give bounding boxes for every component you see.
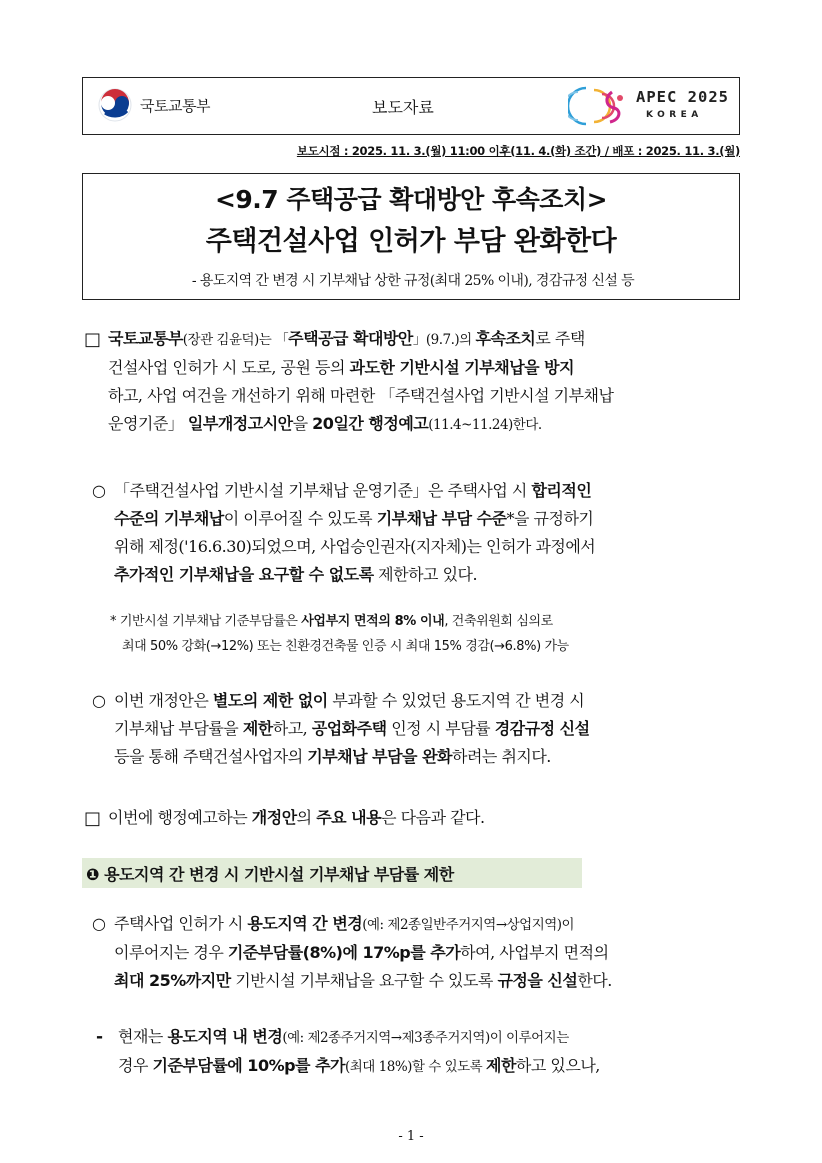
square-bullet-icon: □ [84, 808, 102, 829]
text: 기부채납 부담률을 [114, 719, 243, 738]
text: 하고, [272, 719, 312, 738]
text: 부과할 수 있었던 용도지역 간 변경 시 [327, 691, 585, 710]
dash-bullet-icon: - [96, 1027, 104, 1047]
text-bold: 일부개정고시안 [187, 414, 293, 433]
text-bold: 최대 25%까지만 [114, 971, 231, 990]
text: 은 다음과 같다. [381, 808, 485, 827]
text-bold: 기부채납 부담 수준 [376, 509, 507, 528]
text-bold: 개정안 [251, 808, 297, 827]
text-bold: 경감규정 신설 [494, 719, 590, 738]
text: 하고, 사업 여건을 개선하기 위해 마련한 「주택건설사업 기반시설 기부채납 [108, 386, 614, 405]
text: 의 [296, 808, 317, 827]
text-bold: 합리적인 [531, 481, 592, 500]
text: * 기반시설 기부채납 기준부담률은 [110, 614, 302, 629]
text-bold: 제한 [486, 1056, 516, 1075]
text-bold: 후속조치 [475, 329, 536, 348]
text: 경우 [118, 1056, 153, 1075]
press-release-label: 보도자료 [372, 98, 434, 117]
text-bold: 국토교통부 [108, 329, 183, 348]
text-bold: 수준의 기부채납 [114, 509, 224, 528]
text: 운영기준」 [108, 414, 188, 433]
text: 주택사업 인허가 시 [114, 914, 248, 933]
text-bold: 추가적인 기부채납을 요구할 수 없도록 [114, 565, 374, 584]
text: 건설사업 인허가 시 도로, 공원 등의 [108, 358, 350, 377]
paragraph-standard [114, 477, 744, 589]
release-time-line: 보도시점 : 2025. 11. 3.(월) 11:00 이후(11. 4.(화) 조간) / 배포 : 2025. 11. 3.(월) [296, 144, 740, 158]
text: 인정 시 부담률 [386, 719, 495, 738]
text-bold: 공업화주택 [311, 719, 387, 738]
circle-bullet-icon: ○ [92, 691, 106, 710]
square-bullet-icon: □ [84, 329, 102, 350]
text-bold: 용도지역 내 변경 [167, 1027, 283, 1046]
text: 한다. [577, 971, 612, 990]
apec-title: APEC 2025 [636, 88, 729, 106]
apec-logo-icon [568, 84, 630, 128]
page-number: - 1 - [398, 1129, 424, 1144]
text-bold: 주요 내용 [316, 808, 382, 827]
apec-subtitle: KOREA [646, 110, 703, 120]
text-bold: 별도의 제한 없이 [212, 691, 328, 710]
text-bold: 규정을 신설 [497, 971, 578, 990]
text: 이번에 행정예고하는 [108, 808, 252, 827]
title-line-2: 주택건설사업 인허가 부담 완화한다 [205, 226, 617, 257]
paragraph-revision-purpose [114, 687, 744, 771]
text: 을 [292, 414, 313, 433]
text: 현재는 [118, 1027, 168, 1046]
circle-bullet-icon: ○ [92, 914, 106, 933]
text-bold: 기부채납 부담을 완화 [307, 747, 452, 766]
text: 등을 통해 주택건설사업자의 [114, 747, 308, 766]
footnote [110, 609, 742, 659]
text-bold: 사업부지 면적의 8% 이내 [301, 614, 445, 629]
text: 최대 50% 강화(→12%) 또는 친환경건축물 인증 시 최대 15% 경감(→6.8%) 가능 [122, 639, 569, 654]
text: *을 규정하기 [506, 509, 594, 528]
circle-bullet-icon: ○ [92, 481, 106, 500]
paragraph-current-rule [118, 1023, 744, 1081]
text: 이 이루어질 수 있도록 [223, 509, 377, 528]
taegeuk-logo-icon [97, 87, 133, 123]
text: (장관 김윤덕)는 「 [182, 332, 289, 348]
text: (11.4~11.24)한다. [428, 417, 542, 433]
text: 이루어지는 경우 [114, 943, 228, 962]
ministry-name: 국토교통부 [140, 97, 210, 115]
text-bold: 용도지역 간 변경 [247, 914, 363, 933]
text-bold: 주택공급 확대방안 [288, 329, 413, 348]
text: (예: 제2종주거지역→제3종주거지역)이 이루어지는 [282, 1030, 569, 1046]
paragraph-zone-change [114, 910, 744, 995]
text: 「주택건설사업 기반시설 기부채납 운영기준」은 주택사업 시 [114, 481, 532, 500]
subtitle: - 용도지역 간 변경 시 기부채납 상한 규정(최대 25% 이내), 경감규정 신설 등 [191, 273, 635, 289]
text-bold: 기준부담률에 10%p를 추가 [152, 1056, 345, 1075]
text: , 건축위원회 심의로 [444, 614, 553, 629]
title-line-1: <9.7 주택공급 확대방안 후속조치> [214, 185, 608, 214]
text-bold: 제한 [242, 719, 273, 738]
text: 하려는 취지다. [451, 747, 551, 766]
text: (최대 18%)할 수 있도록 [345, 1059, 486, 1075]
text: 하여, 사업부지 면적의 [460, 943, 609, 962]
text: 하고 있으나, [515, 1056, 600, 1075]
text: 위해 제정('16.6.30)되었으며, 사업승인권자(지자체)는 인허가 과정에서 [114, 537, 596, 556]
text: 제한하고 있다. [373, 565, 478, 584]
section-heading: ❶ 용도지역 간 변경 시 기반시설 기부채납 부담률 제한 [86, 865, 454, 884]
paragraph-main-content [108, 804, 743, 832]
text-bold: 과도한 기반시설 기부채납을 방지 [349, 358, 575, 377]
text: (예: 제2종일반주거지역→상업지역)이 [362, 917, 575, 933]
paragraph-intro [108, 325, 743, 439]
text: 이번 개정안은 [114, 691, 213, 710]
text: 로 주택 [535, 329, 585, 348]
text-bold: 20일간 행정예고 [312, 414, 429, 433]
text-bold: 기준부담률(8%)에 17%p를 추가 [227, 943, 461, 962]
text: 」(9.7.)의 [412, 332, 476, 348]
text: 기반시설 기부채납을 요구할 수 있도록 [230, 971, 498, 990]
